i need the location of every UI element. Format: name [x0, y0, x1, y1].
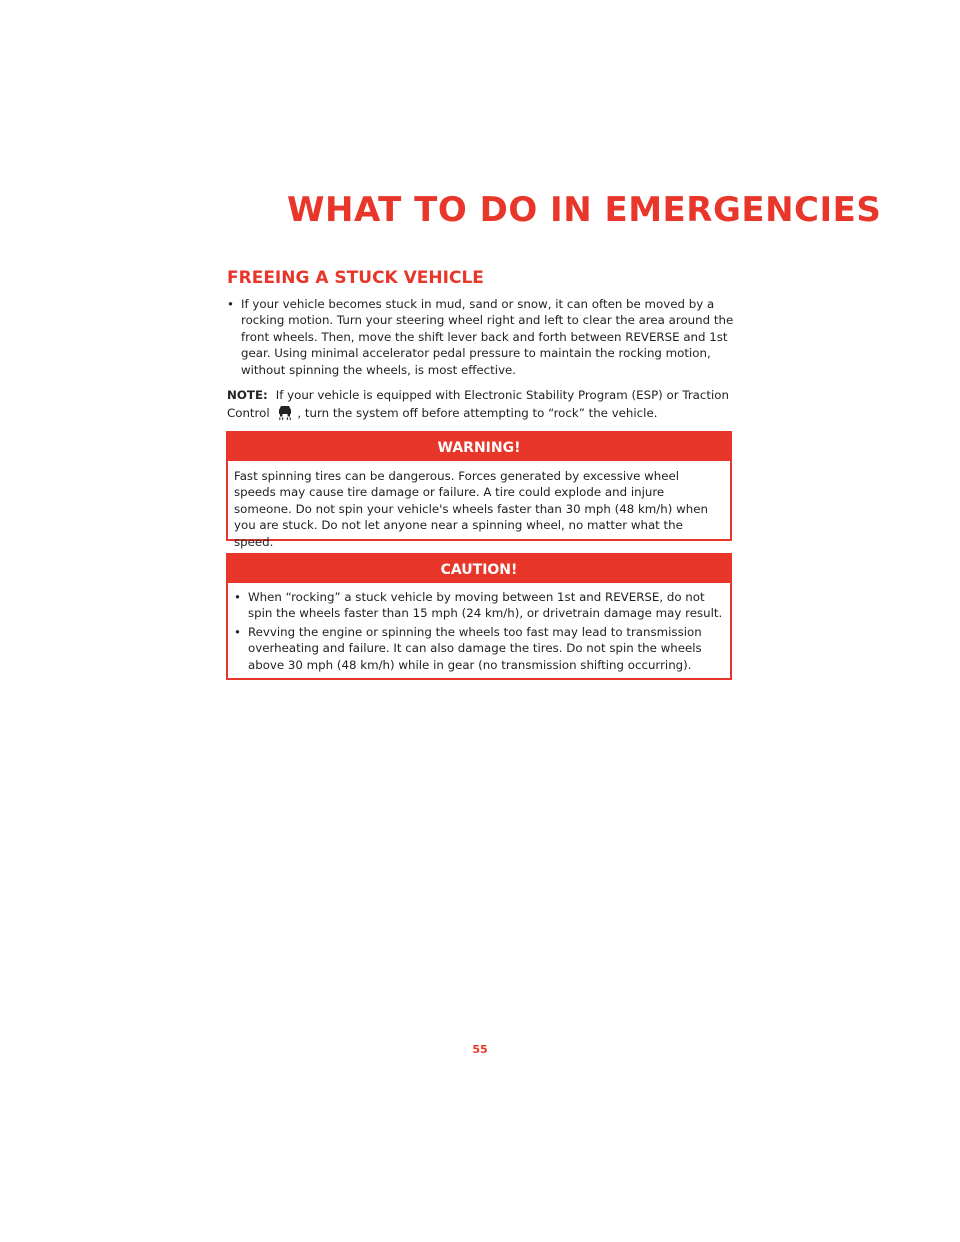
caution-bullet: • Revving the engine or spinning the wheels too fast may lead to transmission overheating and failure. It can also damage the tires. Do not spin the wheels above 30 mph (48 km/h) while in gear (no transmission shifting occurring). [234, 624, 724, 673]
caution-box [226, 553, 732, 680]
warning-title: WARNING! [228, 433, 730, 461]
note-text-after-icon: , turn the system off before attempting to “rock” the vehicle. [297, 406, 658, 421]
caution-title: CAUTION! [228, 555, 730, 583]
note-text-before-icon: If your vehicle is equipped with Electronic Stability Program (ESP) or Traction Control [227, 388, 729, 421]
warning-box [226, 431, 732, 549]
warning-body [228, 461, 730, 550]
note-paragraph [227, 387, 737, 422]
section-title: FREEING A STUCK VEHICLE [227, 268, 484, 288]
note-label: NOTE: [227, 388, 268, 402]
caution-bullet: • When “rocking” a stuck vehicle by moving between 1st and REVERSE, do not spin the wheels faster than 15 mph (24 km/h), or drivetrain damage may result. [234, 589, 724, 622]
warning-text: Fast spinning tires can be dangerous. Forces generated by excessive wheel speeds may cause tire damage or failure. A tire could explode and injure someone. Do not spin your vehicle's wheels faster than 30 mph (48 km/h) when you are stuck. Do not let anyone near a spinning wheel, no matter what the speed. [234, 469, 708, 549]
traction-control-icon [275, 403, 295, 421]
caution-body [228, 583, 730, 673]
section-bullet: • If your vehicle becomes stuck in mud, sand or snow, it can often be moved by a rocking motion. Turn your steering wheel right and left to clear the area around the front wheels. Then, move the shift lever back and forth between REVERSE and 1st gear. Using minimal accelerator pedal pressure to maintain the rocking motion, without spinning the wheels, is most effective. [227, 296, 737, 378]
chapter-title: WHAT TO DO IN EMERGENCIES [287, 190, 882, 230]
section-bullet-list [227, 296, 737, 378]
page-number: 55 [472, 1043, 488, 1056]
